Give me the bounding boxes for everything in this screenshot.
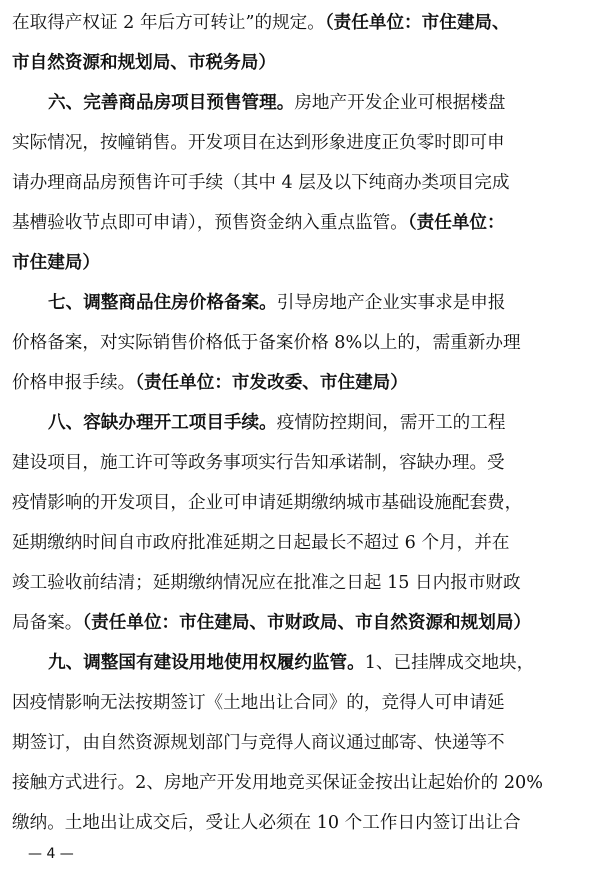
text-line: 因疫情影响无法按期签订《土地出让合同》的，竞得人可申请延	[12, 693, 505, 713]
text-line: 在取得产权证 2 年后方可转让”的规定。（责任单位：市住建局、	[12, 13, 510, 33]
text-line: 请办理商品房预售许可手续（其中 4 层及以下纯商办类项目完成	[12, 173, 510, 193]
text-line: 市自然资源和规划局、市税务局）	[12, 53, 276, 73]
text-line: 延期缴纳时间自市政府批准延期之日起最长不超过 6 个月，并在	[12, 533, 510, 553]
text-line: 实际情况，按幢销售。开发项目在达到形象进度正负零时即可申	[12, 133, 505, 153]
text-line: 价格申报手续。（责任单位：市发改委、市住建局）	[12, 373, 408, 393]
text-line: 局备案。（责任单位：市住建局、市财政局、市自然资源和规划局）	[12, 613, 532, 633]
text-line: 缴纳。土地出让成交后，受让人必须在 10 个工作日内签订出让合	[12, 813, 521, 833]
section-nine-heading-line: 九、调整国有建设用地使用权履约监管。1、已挂牌成交地块，	[48, 653, 535, 673]
text-line: 接触方式进行。2、房地产开发用地竞买保证金按出让起始价的 20%	[12, 773, 543, 793]
section-eight-heading-line: 八、容缺办理开工项目手续。疫情防控期间，需开工的工程	[48, 413, 506, 433]
text-line: 疫情影响的开发项目，企业可申请延期缴纳城市基础设施配套费，	[12, 493, 523, 513]
section-seven-heading-line: 七、调整商品住房价格备案。引导房地产企业实事求是申报	[48, 293, 506, 313]
text-line: 基槽验收节点即可申请），预售资金纳入重点监管。（责任单位：	[12, 213, 505, 233]
text-line: 市住建局）	[12, 253, 100, 273]
text-line: 建设项目，施工许可等政务事项实行告知承诺制，容缺办理。受	[12, 453, 505, 473]
text-line: 价格备案，对实际销售价格低于备案价格 8%以上的，需重新办理	[12, 333, 521, 353]
text-line: 期签订，由自然资源规划部门与竞得人商议通过邮寄、快递等不	[12, 733, 505, 753]
text-line: 竣工验收前结清；延期缴纳情况应在批准之日起 15 日内报市财政	[12, 573, 521, 593]
page-number: — 4 —	[28, 846, 74, 862]
section-six-heading-line: 六、完善商品房项目预售管理。房地产开发企业可根据楼盘	[48, 93, 506, 113]
